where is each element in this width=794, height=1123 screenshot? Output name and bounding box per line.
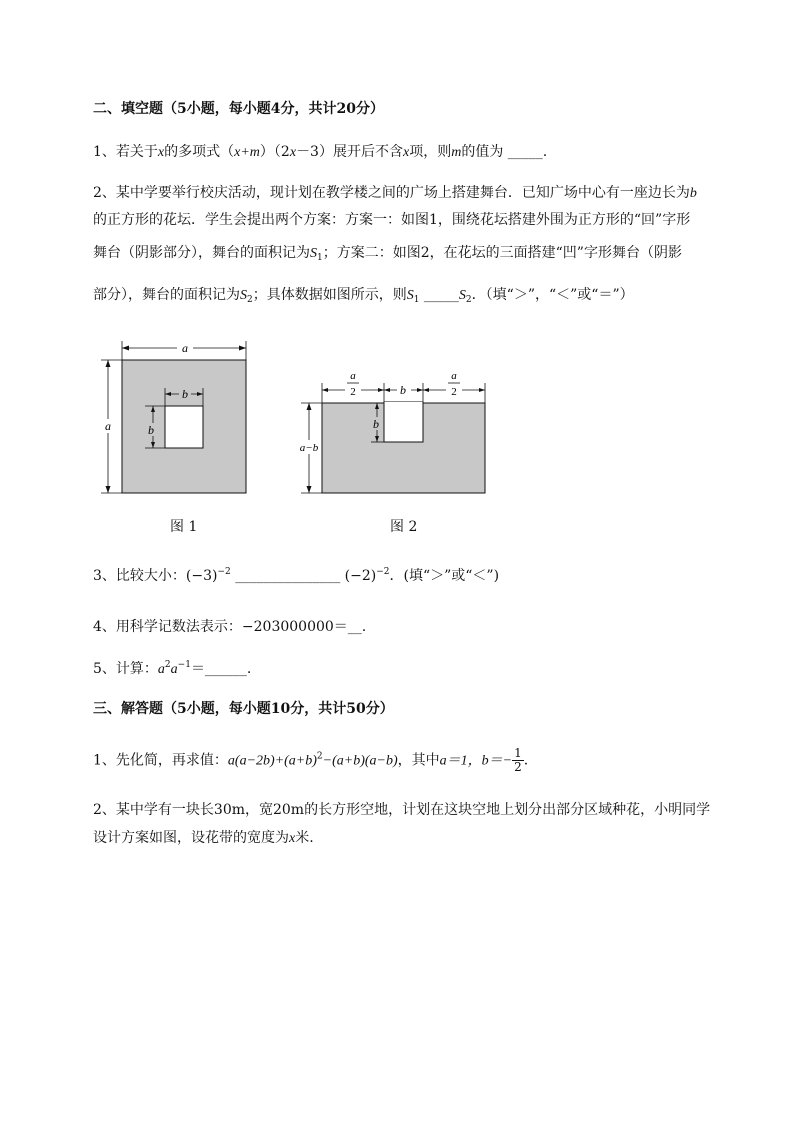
fig1-inner-square: [165, 406, 203, 448]
s3q1-den: 2: [514, 760, 522, 774]
q2-l4a: 部分），舞台的面积记为: [93, 287, 240, 303]
question-2-line-4: [93, 285, 634, 306]
s3q2-l2b: 米.: [295, 830, 314, 846]
q5-base2: a: [170, 662, 178, 677]
q3-text-a: 3、比较大小：(−3): [93, 568, 218, 584]
q1-expr1: x+m: [234, 145, 260, 160]
q1-var-x3: x: [402, 145, 410, 160]
q5-exp1: 2: [164, 660, 171, 670]
q1-var-x: x: [157, 145, 165, 160]
figure-2: [295, 366, 495, 501]
q1-text-f: 的值为 _____.: [461, 144, 548, 160]
s3q1-text-c: .: [523, 752, 529, 769]
s3q1-cond: a＝1，b＝−: [439, 753, 513, 769]
fig2-frac-den-left: 2: [350, 386, 356, 398]
q1-var-x2: x: [289, 145, 297, 160]
q2-l4d: ．（填“＞”，“＜”或“＝”）: [471, 287, 634, 303]
fig2-caption: 图 2: [390, 519, 418, 535]
fig1-label-b-left: b: [148, 423, 154, 437]
fig2-label-b-left: b: [373, 417, 379, 431]
s3q1-text-b: ，其中: [397, 752, 440, 769]
q1-text-d: －3）展开后不含: [296, 144, 403, 160]
s3q2-var-x: x: [289, 831, 296, 846]
q2-s1: S: [310, 246, 317, 261]
question-2-line-3: [93, 243, 682, 264]
figure-1: [95, 336, 260, 501]
q3-exp1: −2: [217, 567, 231, 577]
q1-text-b: 的多项式（: [164, 144, 235, 160]
question-3-1: [93, 747, 528, 774]
s3q1-exp: 2: [316, 751, 323, 762]
q1-text-a: 1、若关于: [93, 144, 158, 160]
q5-text-a: 5、计算：: [93, 661, 158, 677]
s3q1-expr: a(a−2b)+(a+b): [227, 753, 317, 769]
question-3-2-line-2: [93, 828, 314, 849]
q2-s2b-sub: 2: [465, 295, 472, 305]
q2-l3b: ；方案二：如图2，在花坛的三面搭建“凹”字形舞台（阴影: [322, 245, 682, 261]
question-2-line-2: 的正方形的花坛．学生会提出两个方案：方案一：如图1，围绕花坛搭建外围为正方形的“回”字形: [93, 212, 691, 228]
q2-l4c: _____: [419, 287, 459, 303]
q3-blank: _______________: [230, 568, 345, 584]
fig2-frac-num-left: a: [350, 370, 356, 382]
s3q2-l2a: 设计方案如图，设花带的宽度为: [93, 830, 289, 846]
fig1-caption: 图 1: [170, 519, 198, 535]
q3-exp2: −2: [376, 567, 390, 577]
s3q1-expr2: −(a+b)(a−b): [322, 753, 398, 769]
q2-l4b: ；具体数据如图所示，则: [252, 287, 407, 303]
q5-base1: a: [157, 662, 165, 677]
q2-s2-sub: 2: [247, 295, 253, 305]
fig1-label-b-top: b: [182, 387, 188, 401]
q2-s2b: S: [458, 288, 466, 303]
s3q1-fraction: [512, 747, 524, 774]
question-4: 4、用科学记数法表示：−203000000＝__.: [93, 619, 367, 635]
question-5: [93, 659, 251, 680]
q5-exp2: −1: [177, 660, 191, 670]
q2-s2: S: [240, 288, 247, 303]
question-1: [93, 142, 547, 163]
fig1-label-a-top: a: [182, 341, 188, 355]
q2-s1-sub: 1: [317, 253, 323, 263]
s3q1-num: 1: [514, 746, 522, 760]
q2-l3a: 舞台（阴影部分），舞台的面积记为: [93, 245, 310, 261]
fig1-label-a-left: a: [105, 419, 111, 433]
q2-s1b: S: [406, 288, 414, 303]
q2-s1b-sub: 1: [413, 295, 420, 305]
fig2-label-a-minus-b: a−b: [299, 442, 319, 454]
fig2-label-b-top: b: [400, 383, 406, 397]
s3q1-text-a: 1、先化简，再求值：: [93, 752, 228, 769]
q3-text-c: ．(填“＞”或“＜”): [389, 568, 500, 584]
section-title-fill-blank: 二、填空题（5小题，每小题4分，共计20分）: [93, 101, 384, 117]
q1-text-c: ）（2: [259, 144, 290, 160]
fig2-inner-square: [384, 402, 423, 442]
fig2-frac-num-right: a: [451, 370, 457, 382]
q2-var-b: b: [689, 186, 697, 201]
q1-text-e: 项，则: [409, 144, 452, 160]
q1-var-m: m: [451, 145, 462, 160]
q5-text-b: ＝______.: [190, 661, 252, 677]
fig2-frac-den-right: 2: [451, 386, 457, 398]
question-3: [93, 566, 499, 586]
question-3-2-line-1: 2、某中学有一块长30m，宽20m的长方形空地，计划在这块空地上划分出部分区域种花，小明同学: [93, 802, 711, 818]
q3-text-b: (−2): [344, 568, 377, 584]
section-title-solve: 三、解答题（5小题，每小题10分，共计50分）: [93, 701, 394, 717]
q2-l1a: 2、某中学要举行校庆活动，现计划在教学楼之间的广场上搭建舞台．已知广场中心有一座边长为: [93, 185, 690, 201]
question-2-line-1: [93, 183, 697, 204]
